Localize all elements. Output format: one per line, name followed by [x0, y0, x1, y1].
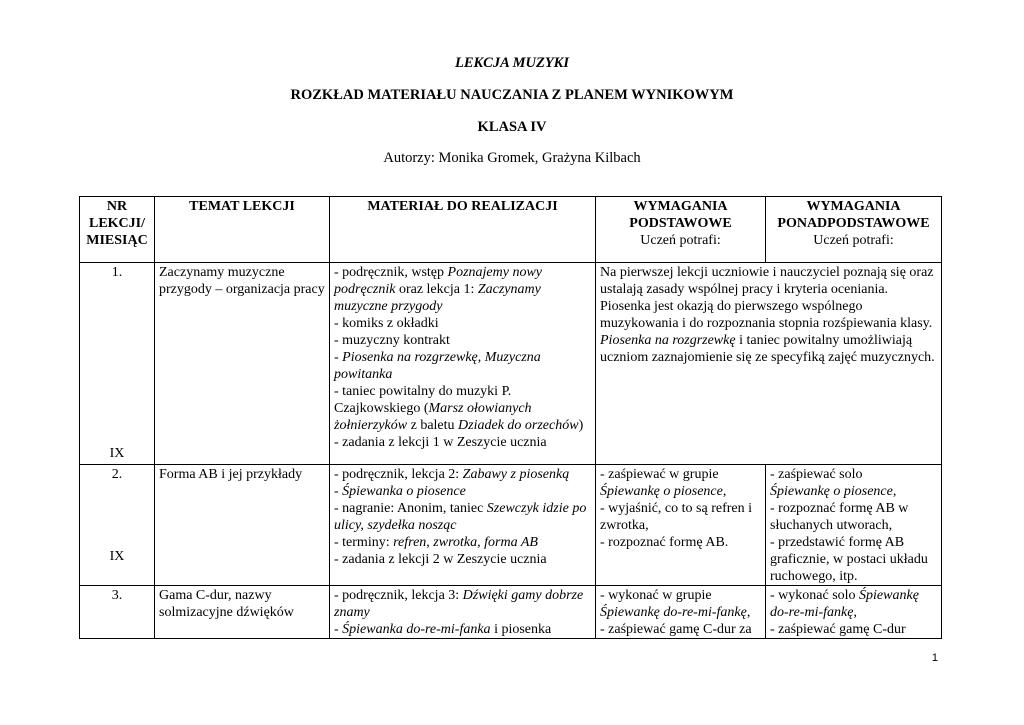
header-material: MATERIAŁ DO REALIZACJI [330, 197, 596, 263]
header-ponad-line1: WYMAGANIA [806, 199, 901, 214]
material-line: - zadania z lekcji 2 w Zeszycie ucznia [334, 552, 547, 567]
lesson-number: 3. [111, 588, 123, 603]
lesson-topic: Gama C-dur, nazwy solmizacyjne dźwięków [155, 586, 330, 639]
document-subtitle: ROZKŁAD MATERIAŁU NAUCZANIA Z PLANEM WYNIKOWYM [290, 87, 734, 103]
requirements-extended [766, 465, 942, 586]
header-nr-line3: MIESIĄC [86, 233, 148, 248]
document-title: LEKCJA MUZYKI [454, 55, 569, 71]
material-line: - Piosenka na rozgrzewkę, Muzyczna powitanka [334, 350, 541, 382]
material-line: - zadania z lekcji 1 w Zeszycie ucznia [334, 435, 547, 450]
class-label: KLASA IV [477, 119, 547, 135]
requirements-basic [596, 465, 766, 586]
header-nr [80, 197, 155, 263]
lesson-month: IX [109, 549, 125, 564]
header-ponadpodstawowe [766, 197, 942, 263]
requirement-line: Śpiewankę do-re-mi-fankę, [600, 605, 751, 620]
requirement-line: - rozpoznać formę AB w słuchanych utworach, [770, 501, 909, 533]
material-line: - Śpiewanka do-re-mi-fanka i piosenka [334, 622, 552, 637]
header-temat: TEMAT LEKCJI [155, 197, 330, 263]
requirement-line: - zaśpiewać gamę C-dur za [600, 622, 752, 637]
lesson-month: IX [109, 446, 125, 461]
requirements-merged: Na pierwszej lekcji uczniowie i nauczyciel poznają się oraz ustalają zasady wspólnej pracy i kryteria oceniania. Piosenka jest okazją do pierwszego wspólnego muzykowania i do rozpoznania stopnia rozśpiewania klasy. Piosenka na rozgrzewkę i taniec powitalny umożliwiają uczniom zaznajomienie się ze specyfiką zajęć muzycznych. [596, 263, 942, 465]
authors-line: Autorzy: Monika Gromek, Grażyna Kilbach [383, 150, 641, 166]
requirement-line: - rozpoznać formę AB. [600, 535, 729, 550]
lesson-material [330, 586, 596, 639]
requirement-line: - zaśpiewać w grupie [600, 467, 719, 482]
lesson-plan-table [79, 196, 942, 639]
header-nr-line1: NR [106, 199, 128, 214]
requirement-line: - wykonać solo Śpiewankę do-re-mi-fankę, [770, 588, 919, 620]
material-line: - komiks z okładki [334, 316, 439, 331]
lesson-number-cell [80, 465, 155, 586]
header-podst-line1: WYMAGANIA [633, 199, 728, 214]
requirement-line: - zaśpiewać gamę C-dur [770, 622, 906, 637]
material-line: - taniec powitalny do muzyki P. Czajkowskiego (Marsz ołowianych żołnierzyków z baletu Dziadek do orzechów) [334, 384, 584, 433]
requirement-line: - zaśpiewać solo [770, 467, 863, 482]
material-line: - nagranie: Anonim, taniec Szewczyk idzie po ulicy, szydełka nosząc [334, 501, 587, 533]
lesson-material [330, 465, 596, 586]
lesson-material [330, 263, 596, 465]
material-line: - podręcznik, wstęp Poznajemy nowy podręcznik oraz lekcja 1: Zaczynamy muzyczne przygody [334, 265, 543, 314]
header-ponad-line2: PONADPODSTAWOWE [777, 216, 930, 231]
lesson-number: 2. [111, 467, 123, 482]
requirement-line: - wyjaśnić, co to są refren i zwrotka, [600, 501, 752, 533]
requirements-basic [596, 586, 766, 639]
lesson-topic: Zaczynamy muzyczne przygody – organizacja pracy [155, 263, 330, 465]
header-nr-line2: LEKCJI/ [88, 216, 145, 231]
table-header-row [80, 197, 942, 263]
table-row [80, 263, 942, 465]
requirement-line: - przedstawić formę AB graficznie, w postaci układu ruchowego, itp. [770, 535, 928, 584]
material-line: - muzyczny kontrakt [334, 333, 450, 348]
header-ponad-sub: Uczeń potrafi: [813, 233, 894, 248]
material-line: - terminy: refren, zwrotka, forma AB [334, 535, 538, 550]
lesson-number-cell [80, 586, 155, 639]
header-podst-line2: PODSTAWOWE [629, 216, 732, 231]
lesson-topic: Forma AB i jej przykłady [155, 465, 330, 586]
material-line: - podręcznik, lekcja 2: Zabawy z piosenką [334, 467, 570, 482]
requirements-extended [766, 586, 942, 639]
requirement-line: Śpiewankę o piosence, [770, 484, 897, 499]
table-row [80, 465, 942, 586]
lesson-number-cell [80, 263, 155, 465]
material-line: - Śpiewanka o piosence [334, 484, 466, 499]
page-number: 1 [931, 652, 938, 664]
lesson-number: 1. [111, 265, 123, 280]
material-line: - podręcznik, lekcja 3: Dźwięki gamy dobrze znamy [334, 588, 584, 620]
table-row [80, 586, 942, 639]
header-podstawowe [596, 197, 766, 263]
requirement-line: - wykonać w grupie [600, 588, 712, 603]
header-podst-sub: Uczeń potrafi: [640, 233, 721, 248]
requirement-line: Śpiewankę o piosence, [600, 484, 727, 499]
